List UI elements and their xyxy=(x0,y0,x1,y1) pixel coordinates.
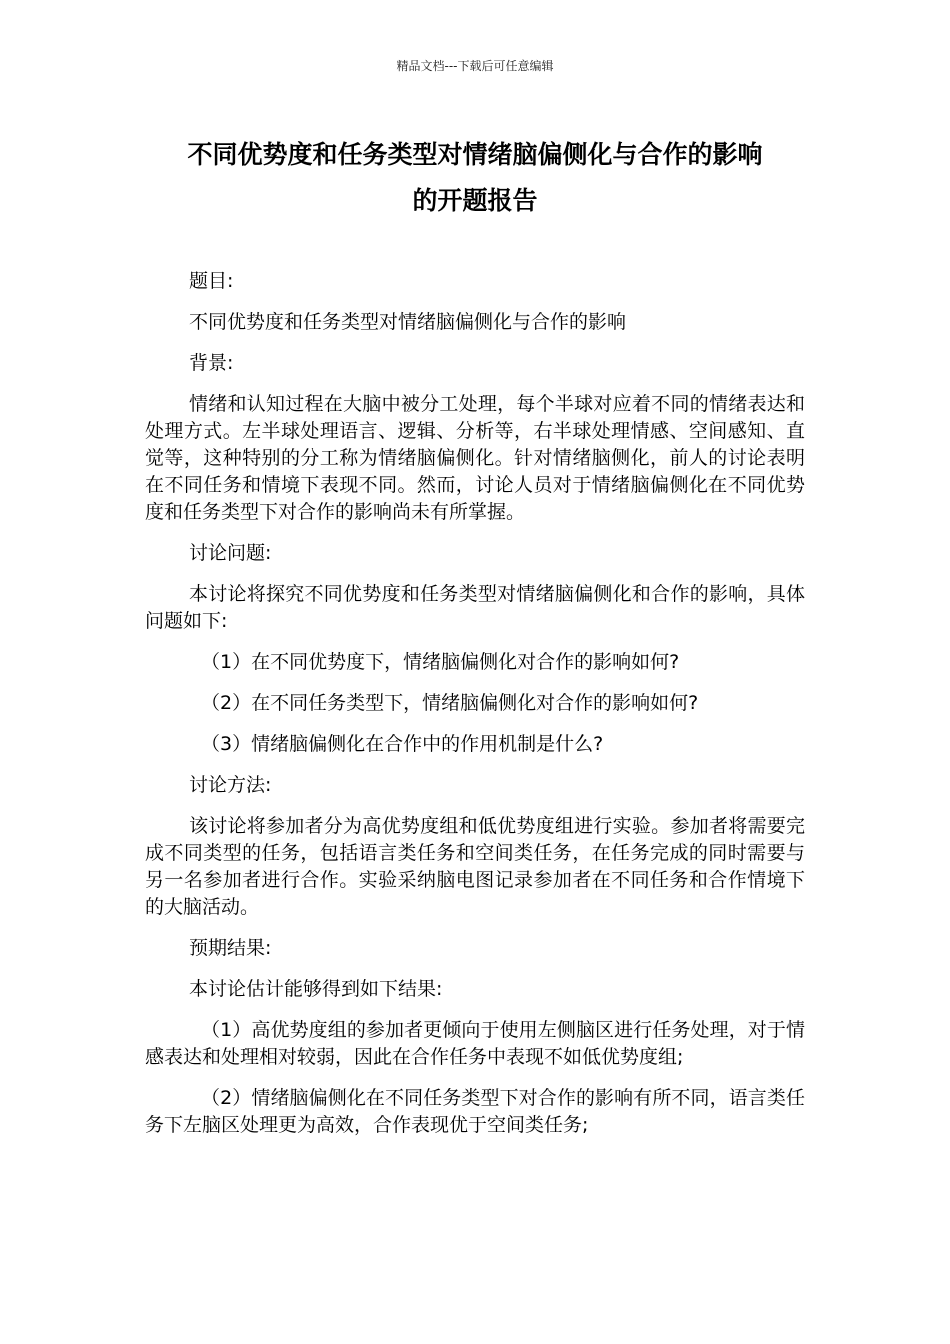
title-line-1: 不同优势度和任务类型对情绪脑偏侧化与合作的影响 xyxy=(187,140,763,169)
label-research-questions: 讨论问题: xyxy=(189,542,272,564)
document-title xyxy=(140,132,810,224)
questions-intro: 本讨论将探究不同优势度和任务类型对情绪脑偏侧化和合作的影响，具体问题如下: xyxy=(145,583,805,632)
title-line-2: 的开题报告 xyxy=(412,186,538,215)
label-topic: 题目: xyxy=(189,270,234,292)
document-body xyxy=(145,268,805,1153)
header-note: 精品文档---下载后可任意编辑 xyxy=(396,59,554,73)
question-item-2: （2）在不同任务类型下，情绪脑偏侧化对合作的影响如何? xyxy=(201,692,699,714)
label-expected-results: 预期结果: xyxy=(189,937,272,959)
methods-paragraph: 该讨论将参加者分为高优势度组和低优势度组进行实验。参加者将需要完成不同类型的任务，包括语言类任务和空间类任务，在任务完成的同时需要与另一名参加者进行合作。实验采纳脑电图记录参加者在不同任务和合作情境下的大脑活动。 xyxy=(145,815,805,918)
label-methods: 讨论方法: xyxy=(189,774,272,796)
question-item-3: （3）情绪脑偏侧化在合作中的作用机制是什么? xyxy=(201,733,604,755)
result-item-2: （2）情绪脑偏侧化在不同任务类型下对合作的影响有所不同，语言类任务下左脑区处理更为高效，合作表现优于空间类任务; xyxy=(145,1087,805,1136)
question-item-1: （1）在不同优势度下，情绪脑偏侧化对合作的影响如何? xyxy=(201,651,680,673)
label-background: 背景: xyxy=(189,352,234,374)
topic-text: 不同优势度和任务类型对情绪脑偏侧化与合作的影响 xyxy=(189,311,627,333)
result-item-1: （1）高优势度组的参加者更倾向于使用左侧脑区进行任务处理，对于情感表达和处理相对较弱，因此在合作任务中表现不如低优势度组; xyxy=(145,1019,805,1068)
results-intro: 本讨论估计能够得到如下结果: xyxy=(189,978,443,1000)
background-paragraph: 情绪和认知过程在大脑中被分工处理，每个半球对应着不同的情绪表达和处理方式。左半球处理语言、逻辑、分析等，右半球处理情感、空间感知、直觉等，这种特别的分工称为情绪脑偏侧化。针对情绪脑侧化，前人的讨论表明在不同任务和情境下表现不同。然而，讨论人员对于情绪脑偏侧化在不同优势度和任务类型下对合作的影响尚未有所掌握。 xyxy=(145,393,805,523)
